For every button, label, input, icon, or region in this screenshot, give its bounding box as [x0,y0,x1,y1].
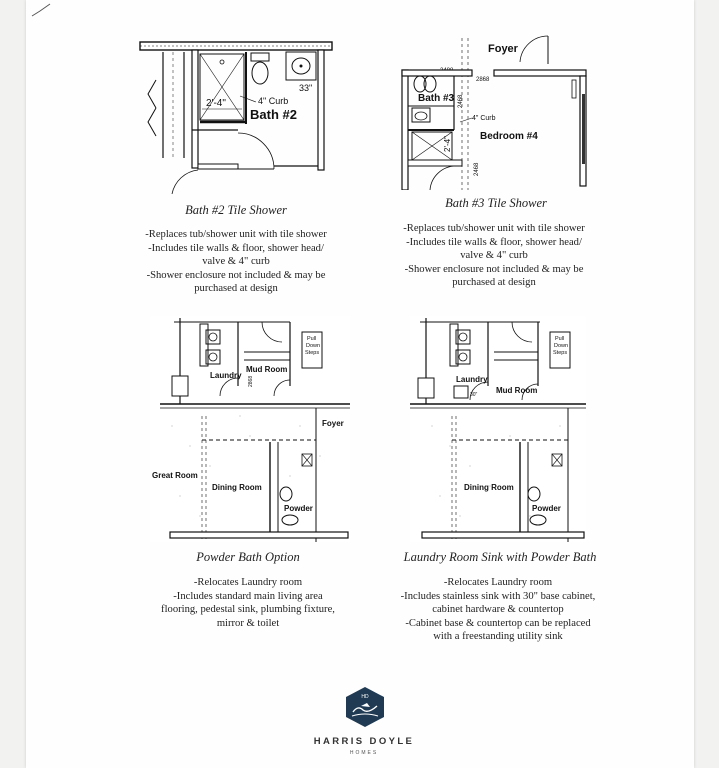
description-line: -Replaces tub/shower unit with tile shower [145,229,327,240]
description-line: mirror & toilet [216,617,280,629]
description-line: flooring, pedestal sink, plumbing fixture, [161,604,335,616]
description-line: -Relocates Laundry room [193,577,303,588]
plan-dim-sink: 33" [299,83,313,93]
option-caption: Bath #2 Tile Shower [185,203,287,217]
pen-mark [30,2,52,18]
plan-bath-label: Bath #3 [418,93,455,104]
plan-curb-label: 4" Curb [472,115,496,122]
plan-door-label: 2468 [474,162,480,176]
plan-dining-room-label: Dining Room [212,483,262,492]
plan-laundry-label: Laundry [210,371,242,380]
description-line: purchased at design [452,277,536,289]
description-line: valve & 4" curb [460,250,528,262]
option-caption: Powder Bath Option [196,550,300,564]
description-line: -Includes standard main living area [173,590,323,602]
harris-doyle-logo-icon [344,686,386,728]
plan-room-label: Bath #2 [250,107,297,122]
plan-door-label: 2868 [476,77,490,83]
description-line: purchased at design [194,283,278,295]
option-description [140,576,356,630]
plan-sink-dim: 30" [470,392,478,398]
plan-dim-label: 2'-4" [443,136,452,152]
plan-mud-room-label: Mud Room [496,386,538,395]
floorplan-bath2 [138,38,334,194]
description-line: -Shower enclosure not included & may be [146,269,326,281]
floorplan-laundry-sink [410,316,586,542]
description-line: -Shower enclosure not included & may be [404,263,584,275]
brand-name: HARRIS DOYLE [313,736,415,747]
plan-pull-down-label: Down [306,343,321,349]
plan-foyer-label: Foyer [488,43,518,55]
plan-pull-down-label: Down [554,343,569,349]
description-line: -Includes tile walls & floor, shower head/ [406,236,582,248]
plan-great-room-label: Great Room [152,471,198,480]
description-line: with a freestanding utility sink [433,631,563,643]
option-description [128,228,344,296]
description-line: -Includes stainless sink with 30" base cabinet, [400,590,596,602]
description-line: cabinet hardware & countertop [432,604,564,616]
plan-dining-room-label: Dining Room [464,483,514,492]
plan-pull-down-label: Pull [555,336,565,342]
description-line: -Replaces tub/shower unit with tile shower [403,223,585,234]
plan-pull-down-label: Steps [553,350,568,356]
logo-initials: HD [361,694,369,700]
plan-powder-label: Powder [532,504,561,513]
floorplan-powder-bath [150,316,350,542]
plan-pull-down-label: Steps [305,350,320,356]
plan-foyer-label: Foyer [322,419,344,428]
plan-mud-room-label: Mud Room [246,365,288,374]
plan-powder-label: Powder [284,504,313,513]
brand-sub: HOMES [349,750,379,756]
plan-door-label: 2868 [248,375,254,387]
description-line: -Cabinet base & countertop can be replaced [405,617,591,629]
description-line: -Relocates Laundry room [443,577,553,588]
plan-pull-down-label: Pull [307,336,317,342]
option-description [376,222,612,290]
plan-dim-width: 2'-4" [206,98,226,109]
option-description [372,576,624,644]
option-caption: Bath #3 Tile Shower [445,196,547,210]
plan-bedroom-label: Bedroom #4 [480,131,538,142]
plan-door-label: 2468 [458,94,464,108]
option-caption: Laundry Room Sink with Powder Bath [403,550,597,564]
description-line: -Includes tile walls & floor, shower head/ [148,242,324,254]
description-line: valve & 4" curb [202,256,270,268]
plan-laundry-label: Laundry [456,375,488,384]
plan-curb-label: 4" Curb [258,96,289,106]
floorplan-bath3 [400,34,596,190]
